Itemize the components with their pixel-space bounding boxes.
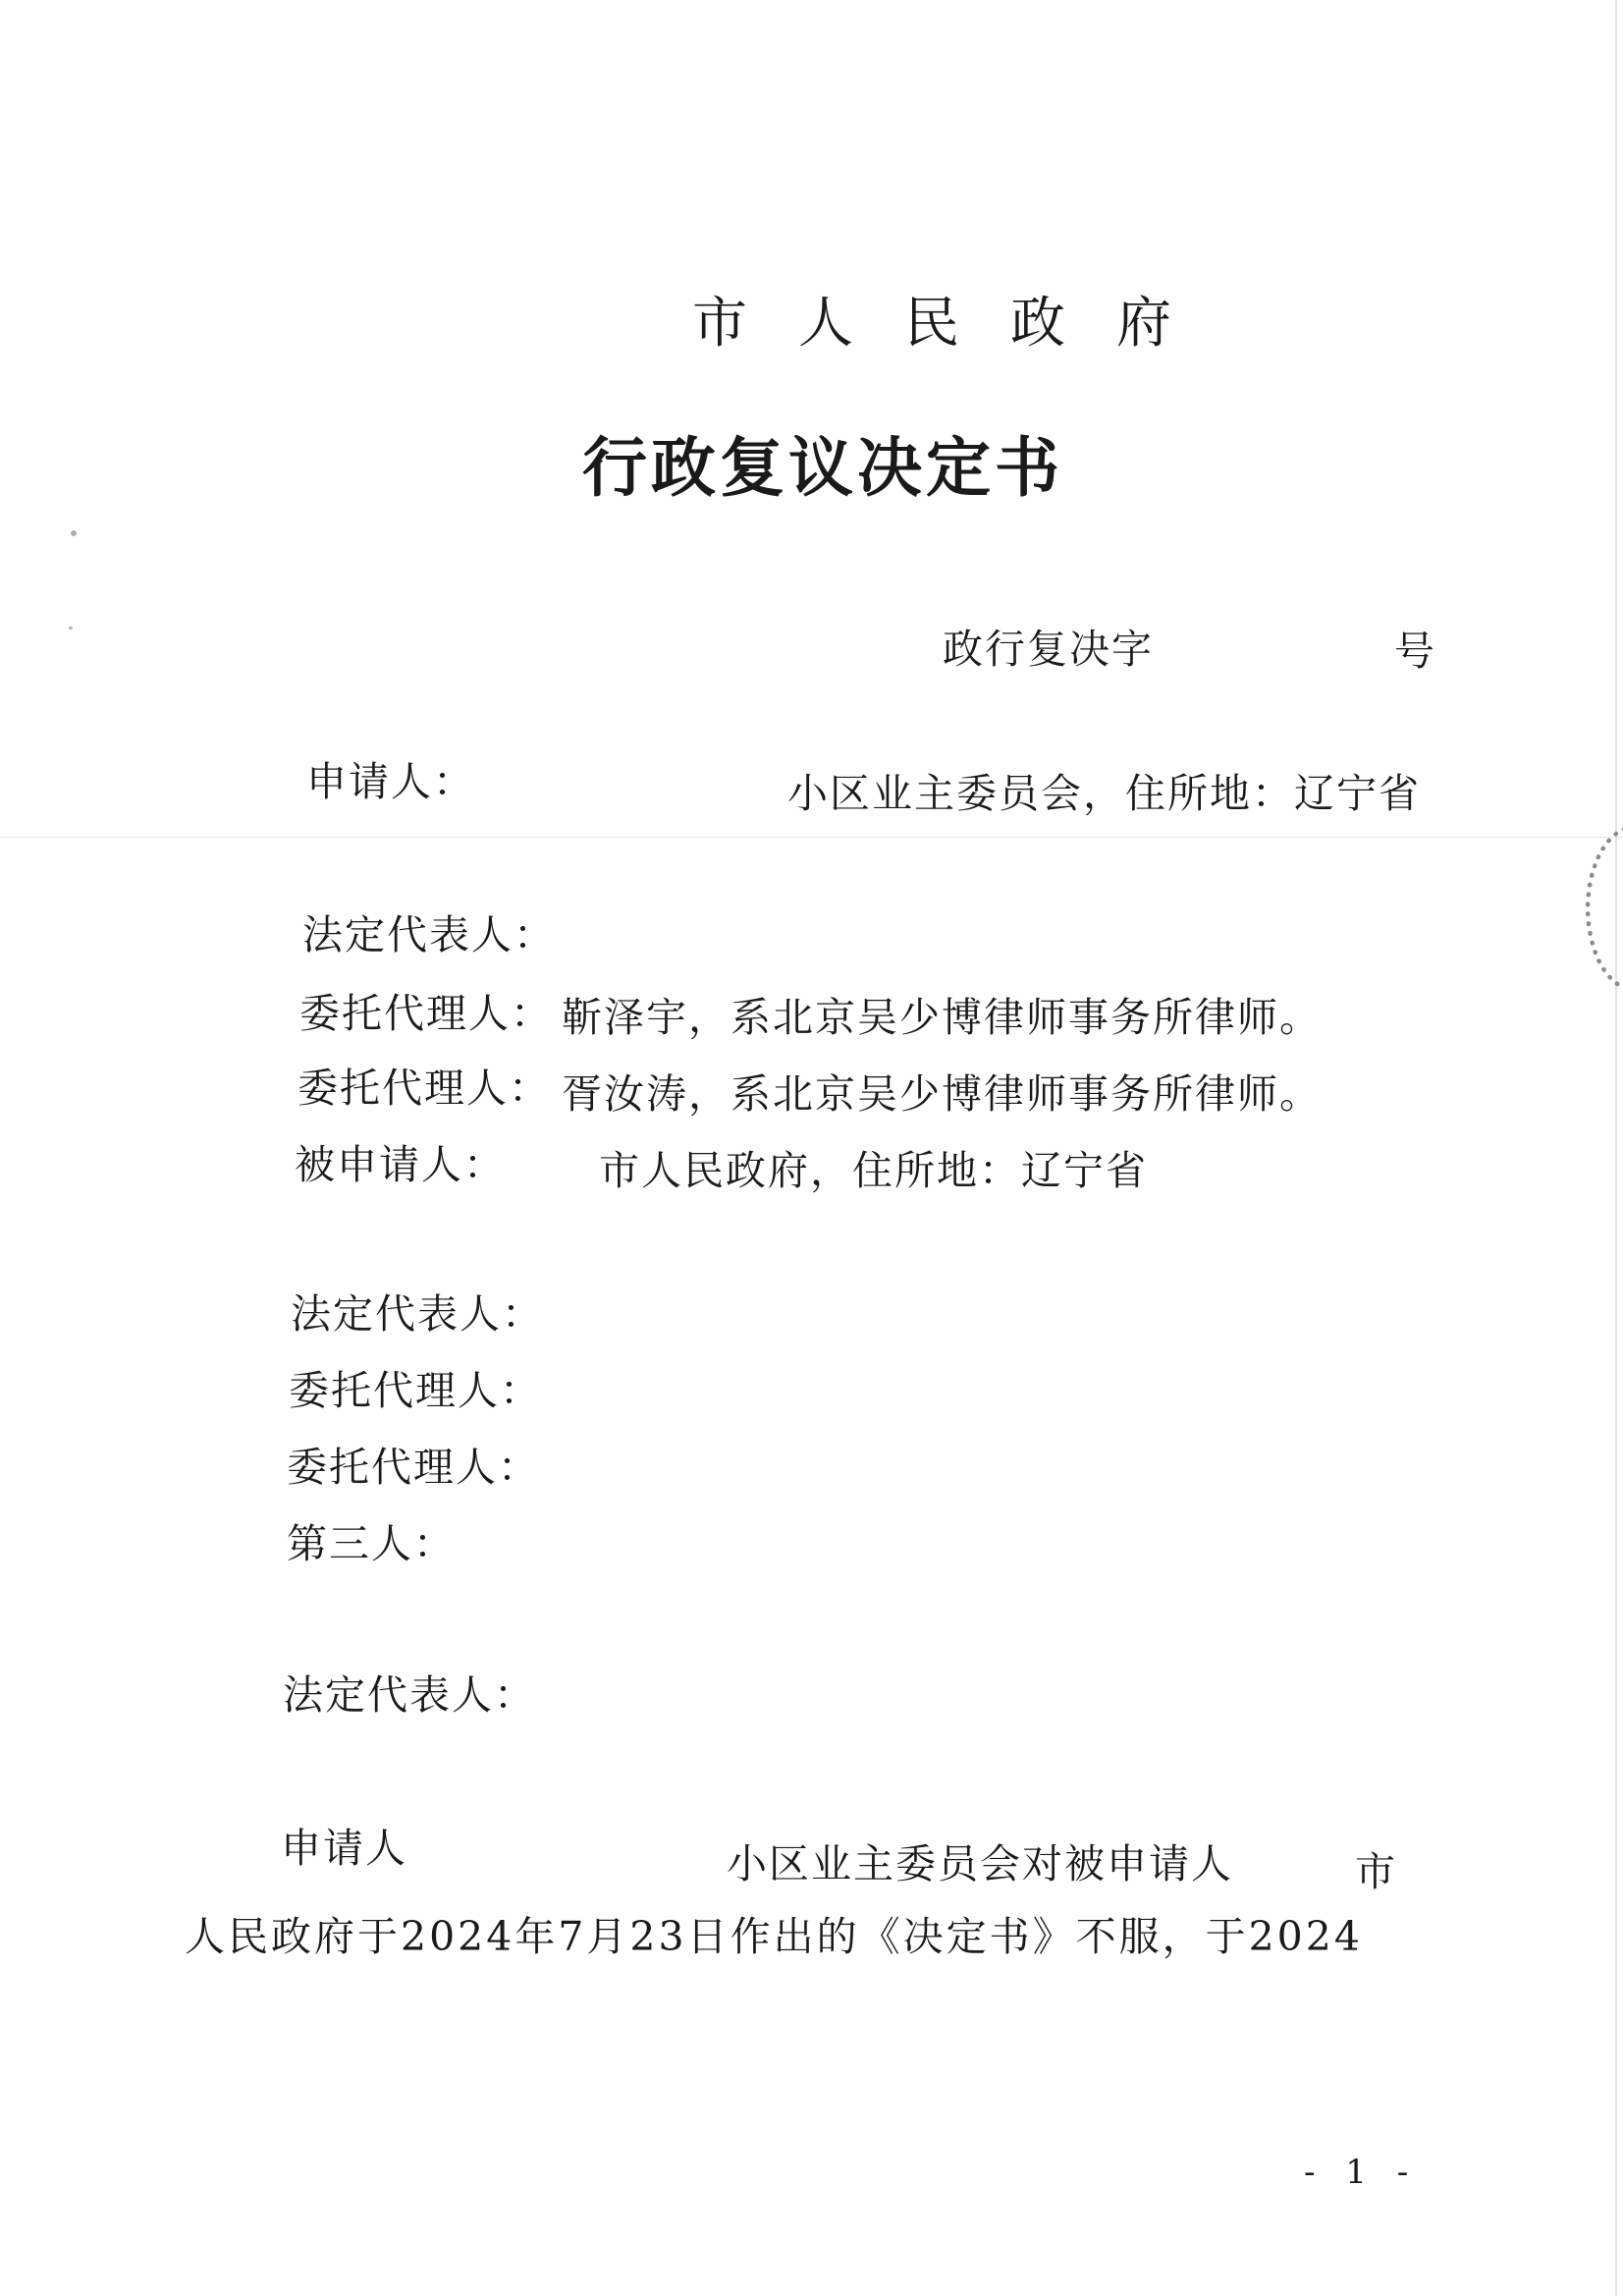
document-number-suffix: 号 (1394, 628, 1434, 675)
body-line-1-applicant: 申请人 (281, 1825, 407, 1872)
applicant-agent-2-label: 委托代理人： (298, 1065, 551, 1112)
document-number-prefix: 政行复决字 (943, 626, 1154, 673)
scan-speck (69, 627, 73, 629)
applicant-agent-2-text: 胥汝涛，系北京吴少博律师事务所律师。 (562, 1070, 1322, 1118)
third-party-label: 第三人： (287, 1520, 456, 1567)
respondent-legal-rep-label: 法定代表人： (291, 1290, 544, 1338)
third-party-legal-rep-label: 法定代表人： (283, 1671, 536, 1719)
body-line-2: 人民政府于2024年7月23日作出的《决定书》不服，于2024 (185, 1913, 1363, 1960)
applicant-agent-1-label: 委托代理人： (299, 990, 553, 1037)
issuer-name: 市人民政府 (692, 292, 1222, 355)
applicant-text: 小区业主委员会，住所地：辽宁省 (787, 770, 1421, 817)
scan-fold-line (0, 837, 1623, 838)
scan-edge-line (1615, 0, 1617, 2296)
document-title: 行政复议决定书 (582, 429, 1063, 506)
body-line-1-committee: 小区业主委员会对被申请人 (727, 1840, 1233, 1887)
applicant-label: 申请人： (306, 758, 475, 805)
page-number: - 1 - (1304, 2153, 1419, 2192)
respondent-text: 市人民政府，住所地：辽宁省 (599, 1147, 1148, 1194)
applicant-legal-rep-label: 法定代表人： (302, 911, 556, 958)
respondent-agent-1-label: 委托代理人： (289, 1367, 542, 1414)
applicant-agent-1-text: 靳泽宇，系北京吴少博律师事务所律师。 (562, 994, 1322, 1041)
scan-speck (71, 530, 77, 536)
respondent-agent-2-label: 委托代理人： (287, 1444, 540, 1491)
body-line-1-city: 市 (1355, 1848, 1397, 1895)
respondent-label: 被申请人： (295, 1141, 506, 1188)
seal-stamp-fragment (1586, 825, 1623, 992)
